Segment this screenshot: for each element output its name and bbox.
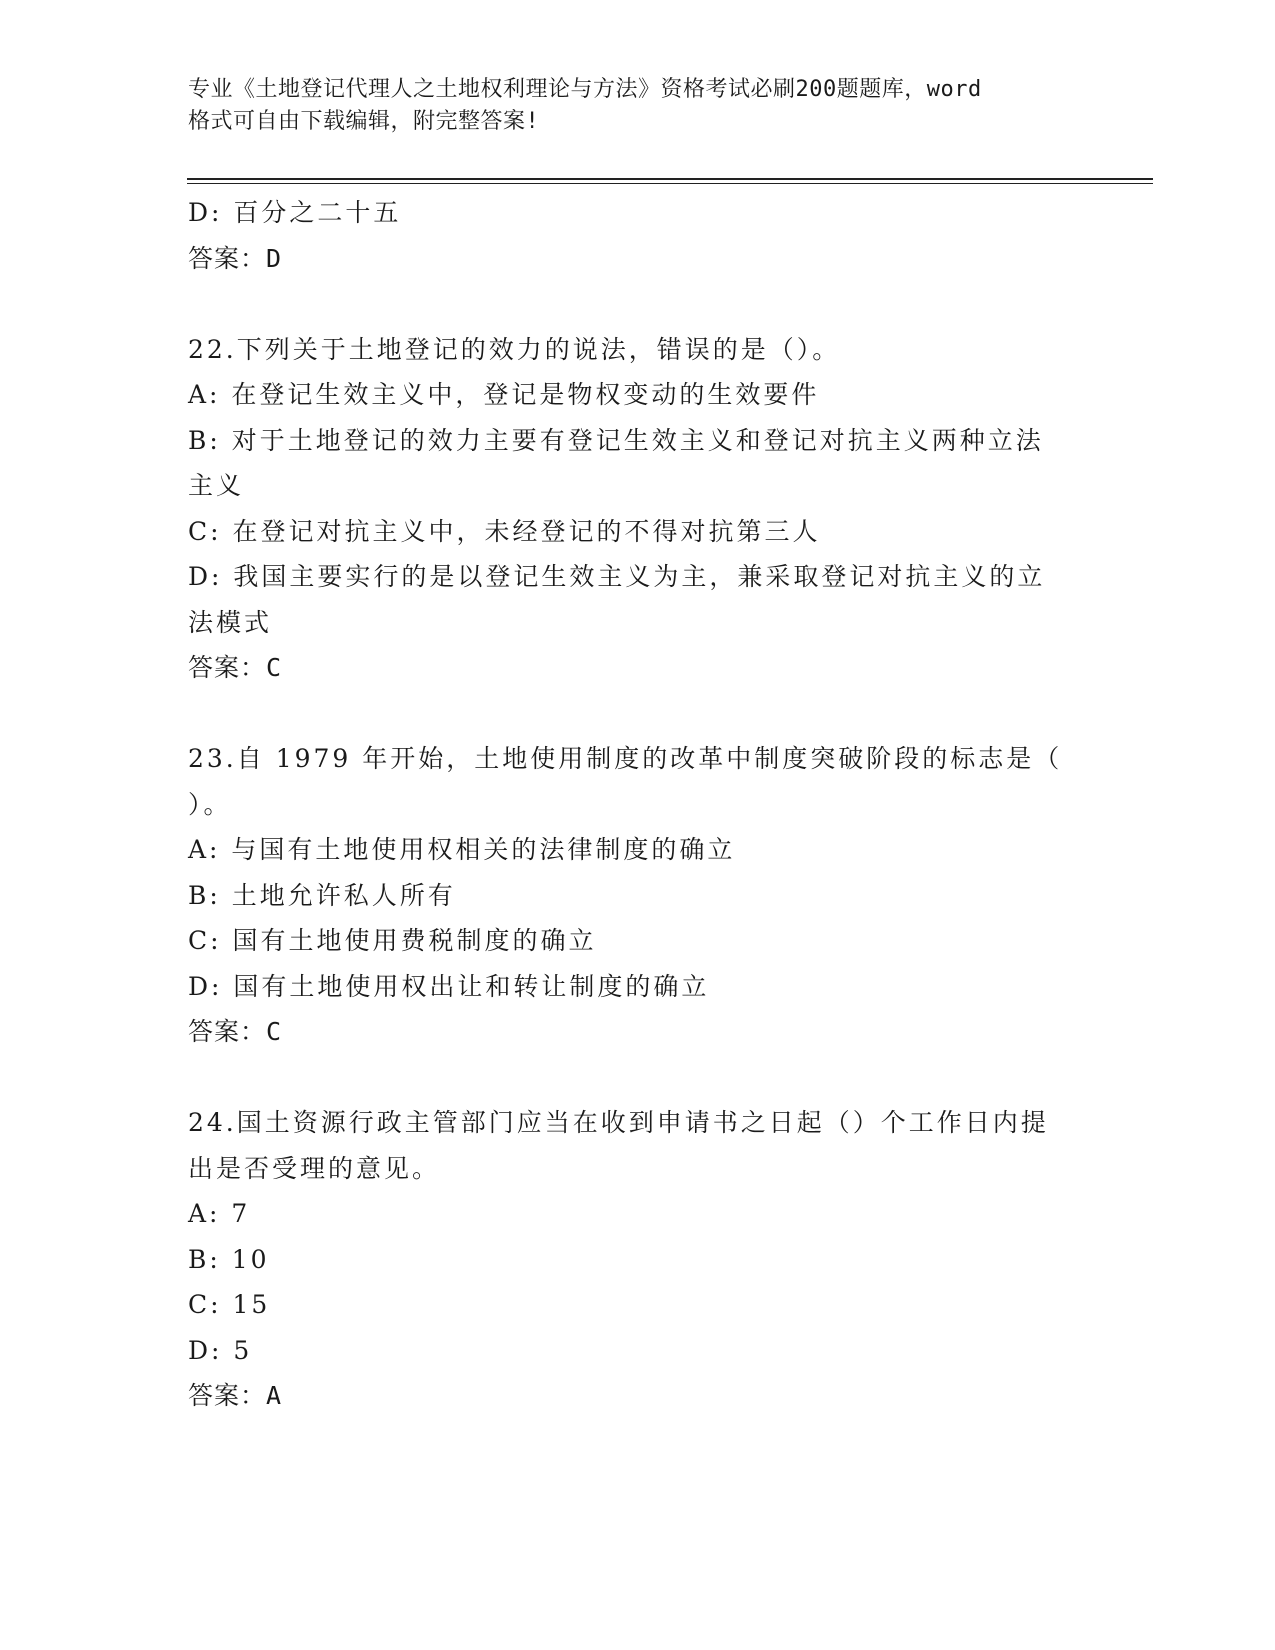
question-22	[188, 327, 1088, 691]
answer-line: 答案：C	[188, 1017, 283, 1046]
question-stem: 24.国土资源行政主管部门应当在收到申请书之日起（）个工作日内提	[188, 1108, 1049, 1137]
option-d: D: 5	[188, 1335, 253, 1365]
question-list	[188, 190, 1088, 1419]
option-b: B: 对于土地登记的效力主要有登记生效主义和登记对抗主义两种立法	[188, 425, 1044, 455]
spacer	[188, 1055, 1088, 1101]
header-divider-thick	[187, 178, 1153, 180]
option-a: A: 7	[188, 1199, 251, 1228]
question-24	[188, 1100, 1088, 1419]
option-b-continued: 主义	[188, 471, 245, 500]
option-d: D: 百分之二十五	[188, 198, 402, 227]
option-a: A: 与国有土地使用权相关的法律制度的确立	[188, 835, 736, 864]
question-stem-continued: 出是否受理的意见。	[188, 1153, 441, 1183]
option-d: D: 我国主要实行的是以登记生效主义为主，兼采取登记对抗主义的立	[188, 562, 1046, 591]
option-c: C: 国有土地使用费税制度的确立	[188, 926, 597, 955]
question-stem: 23.自 1979 年开始，土地使用制度的改革中制度突破阶段的标志是（	[188, 744, 1063, 773]
header-divider-thin	[187, 183, 1153, 184]
answer-line: 答案：A	[188, 1381, 283, 1410]
question-stem-continued: ）。	[188, 789, 232, 819]
header-line-2: 格式可自由下载编辑，附完整答案!	[188, 109, 540, 134]
question-23	[188, 736, 1088, 1055]
option-c: C: 15	[188, 1290, 271, 1319]
option-b: B: 10	[188, 1244, 270, 1274]
option-d-continued: 法模式	[188, 607, 273, 637]
option-b: B: 土地允许私人所有	[188, 880, 456, 910]
spacer	[188, 691, 1088, 737]
option-d: D: 国有土地使用权出让和转让制度的确立	[188, 971, 710, 1001]
option-c: C: 在登记对抗主义中，未经登记的不得对抗第三人	[188, 516, 821, 546]
header-line-1: 专业《土地登记代理人之土地权利理论与方法》资格考试必刷200题题库，word	[188, 77, 982, 102]
question-stem: 22.下列关于土地登记的效力的说法，错误的是（）。	[188, 334, 841, 364]
document-header	[188, 74, 1068, 138]
answer-line: 答案：D	[188, 243, 283, 273]
spacer	[188, 281, 1088, 327]
option-a: A: 在登记生效主义中，登记是物权变动的生效要件	[188, 380, 820, 409]
previous-question-tail	[188, 190, 1088, 281]
answer-line: 答案：C	[188, 653, 283, 682]
